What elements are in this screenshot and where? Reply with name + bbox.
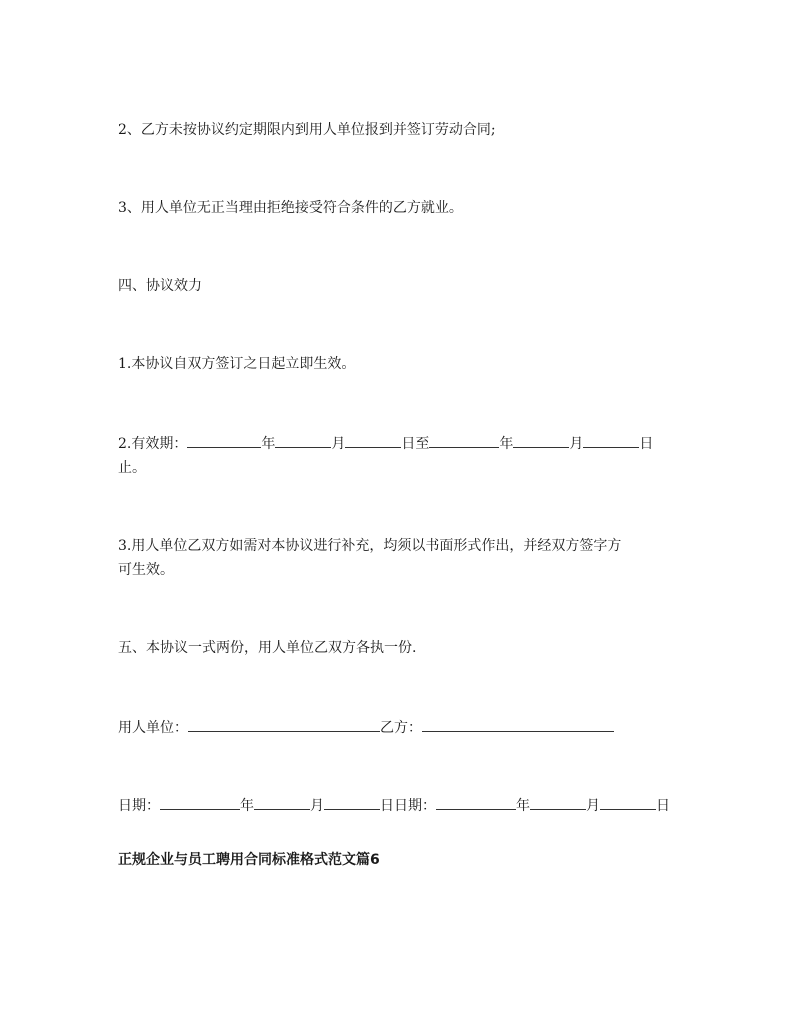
year-label: 年 (261, 436, 276, 452)
section-4-item-1: 1.本协议自双方签订之日起立即生效。 (118, 356, 356, 372)
section-4-item-2 (118, 432, 688, 456)
signature-line (118, 716, 688, 740)
blank-month-2 (513, 433, 569, 448)
section-4-item-3-line-1: 3.用人单位乙双方如需对本协议进行补充，均须以书面形式作出，并经双方签字方 (118, 538, 622, 554)
validity-prefix: 2.有效期： (118, 436, 188, 452)
section-4-item-3-line-2: 可生效。 (118, 562, 174, 578)
employer-label: 用人单位： (118, 720, 188, 736)
blank-party-b (422, 717, 614, 732)
day-to-label: 日至 (401, 436, 430, 452)
next-article-title: 正规企业与员工聘用合同标准格式范文篇6 (118, 852, 380, 868)
month-label: 月 (310, 798, 324, 814)
month-label: 月 (569, 436, 584, 452)
month-label: 月 (586, 798, 600, 814)
blank-date-day-2 (600, 795, 656, 810)
blank-date-year-2 (436, 795, 516, 810)
clause-2: 2、乙方未按协议约定期限内到用人单位报到并签订劳动合同; (118, 122, 496, 138)
year-label: 年 (240, 798, 254, 814)
date-label-2: 日日期： (380, 798, 436, 814)
day-label: 日 (656, 798, 670, 814)
party-b-label: 乙方： (380, 720, 422, 736)
section-4-title: 四、协议效力 (118, 278, 202, 294)
blank-date-day-1 (324, 795, 380, 810)
blank-month-1 (275, 433, 331, 448)
month-label: 月 (331, 436, 346, 452)
blank-day-2 (583, 433, 639, 448)
section-5: 五、本协议一式两份，用人单位乙双方各执一份. (118, 640, 417, 656)
year-label: 年 (516, 798, 530, 814)
date-label-1: 日期： (118, 798, 160, 814)
section-4-item-2-suffix: 止。 (118, 460, 146, 476)
blank-date-month-1 (254, 795, 310, 810)
blank-date-year-1 (160, 795, 240, 810)
date-line (118, 794, 688, 818)
year-label: 年 (499, 436, 514, 452)
day-label: 日 (639, 436, 654, 452)
blank-employer (188, 717, 380, 732)
clause-3: 3、用人单位无正当理由拒绝接受符合条件的乙方就业。 (118, 200, 463, 216)
blank-date-month-2 (530, 795, 586, 810)
blank-day-1 (345, 433, 401, 448)
blank-year-1 (187, 433, 261, 448)
blank-year-2 (429, 433, 499, 448)
